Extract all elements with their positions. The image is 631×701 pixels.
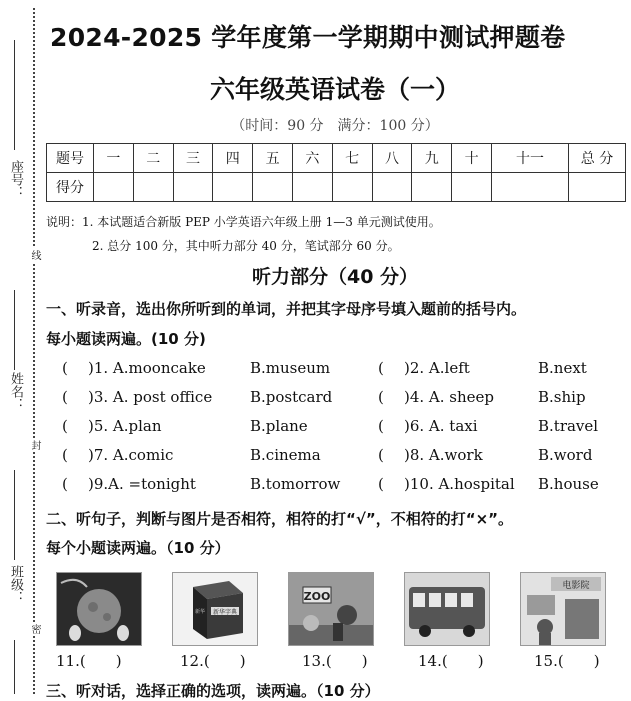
score-blank[interactable]: [332, 173, 372, 202]
answer-paren[interactable]: (: [378, 359, 384, 377]
option-8b: B.word: [538, 446, 593, 464]
score-cell: 六: [292, 144, 332, 173]
option-9b: B.tomorrow: [250, 475, 341, 493]
listening-heading: 听力部分（40 分）: [251, 266, 419, 288]
score-cell: 九: [412, 144, 452, 173]
class-label: 班级：: [8, 565, 23, 604]
option-7b: B.cinema: [250, 446, 321, 464]
score-blank[interactable]: [133, 173, 173, 202]
question-8: )8. A.work: [404, 446, 483, 464]
answer-paren[interactable]: (: [62, 388, 68, 406]
section3-instruction: 三、听对话，选择正确的选项，读两遍。（10 分）: [46, 682, 380, 700]
option-6b: B.travel: [538, 417, 599, 435]
picture-cinema: [520, 572, 606, 646]
note-line-1: 说明：1. 本试题适合新版 PEP 小学英语六年级上册 1—3 单元测试使用。: [46, 215, 441, 229]
exam-notes: [46, 210, 441, 258]
class-underline: [14, 470, 15, 560]
score-cell: 总 分: [569, 144, 626, 173]
answer-label-12[interactable]: 12.( ): [180, 652, 246, 670]
picture-dictionary: [172, 572, 258, 646]
answer-paren[interactable]: (: [378, 417, 384, 435]
option-2b: B.next: [538, 359, 587, 377]
section1-instruction: 一、听录音，选出你所听到的单词，并把其字母序号填入题前的括号内。: [46, 300, 527, 318]
score-blank[interactable]: [452, 173, 492, 202]
score-table-score-row: [47, 173, 626, 202]
exam-title: 2024-2025 学年度第一学期期中测试押题卷: [50, 23, 566, 52]
score-blank[interactable]: [412, 173, 452, 202]
score-cell: 八: [372, 144, 412, 173]
name-underline: [14, 290, 15, 370]
extra-underline: [14, 640, 15, 694]
score-cell: 三: [173, 144, 213, 173]
exam-subtitle: 六年级英语试卷（一）: [209, 75, 460, 104]
score-row-label: 得分: [47, 173, 94, 202]
answer-label-15[interactable]: 15.( ): [534, 652, 600, 670]
question-4: )4. A. sheep: [404, 388, 495, 406]
question-9: )9.A. =tonight: [88, 475, 196, 493]
score-blank[interactable]: [372, 173, 412, 202]
section2-instruction-2: 每个小题读两遍。（10 分）: [46, 539, 230, 557]
zoo-sign-text: ZOO: [303, 590, 331, 603]
binding-mark-feng: 封: [29, 440, 40, 450]
binding-margin: [0, 0, 40, 694]
answer-label-11[interactable]: 11.( ): [56, 652, 122, 670]
score-cell: 题号: [47, 144, 94, 173]
score-cell: 十: [452, 144, 492, 173]
binding-mark-xian: 线: [29, 250, 40, 260]
option-10b: B.house: [538, 475, 599, 493]
answer-paren[interactable]: (: [62, 417, 68, 435]
score-blank[interactable]: [253, 173, 293, 202]
answer-paren[interactable]: (: [62, 359, 68, 377]
question-5: )5. A.plan: [88, 417, 162, 435]
answer-label-13[interactable]: 13.( ): [302, 652, 368, 670]
section1-instruction-2: 每小题读两遍。(10 分): [46, 330, 206, 348]
option-3b: B.postcard: [250, 388, 333, 406]
dictionary-spine-text: 新华: [194, 609, 206, 615]
picture-bus: [404, 572, 490, 646]
score-blank[interactable]: [292, 173, 332, 202]
section2-instruction: 二、听句子，判断与图片是否相符，相符的打“√”，不相符的打“×”。: [46, 510, 514, 528]
question-10: )10. A.hospital: [404, 475, 515, 493]
question-7: )7. A.comic: [88, 446, 174, 464]
option-1b: B.museum: [250, 359, 331, 377]
score-table: [46, 143, 626, 202]
answer-paren[interactable]: (: [378, 475, 384, 493]
score-cell: 四: [213, 144, 253, 173]
name-label: 姓名：: [8, 372, 23, 411]
score-blank[interactable]: [94, 173, 134, 202]
score-cell: 七: [332, 144, 372, 173]
score-blank[interactable]: [491, 173, 568, 202]
question-2: )2. A.left: [404, 359, 470, 377]
note-line-2: 2. 总分 100 分，其中听力部分 40 分，笔试部分 60 分。: [92, 239, 400, 253]
binding-mark-mi: 密: [29, 624, 40, 634]
answer-paren[interactable]: (: [62, 475, 68, 493]
score-cell: 十一: [491, 144, 568, 173]
score-table-header-row: [47, 144, 626, 173]
score-cell: 一: [94, 144, 134, 173]
dictionary-cover-text: 新华字典: [212, 609, 238, 616]
question-1: )1. A.mooncake: [88, 359, 206, 377]
picture-moon-festival: [56, 572, 142, 646]
score-cell: 五: [253, 144, 293, 173]
score-cell: 二: [133, 144, 173, 173]
seat-label: 座号：: [8, 160, 23, 199]
seat-underline: [14, 40, 15, 150]
score-blank[interactable]: [173, 173, 213, 202]
score-blank[interactable]: [569, 173, 626, 202]
answer-label-14[interactable]: 14.( ): [418, 652, 484, 670]
score-blank[interactable]: [213, 173, 253, 202]
option-5b: B.plane: [250, 417, 308, 435]
answer-paren[interactable]: (: [378, 388, 384, 406]
binding-dotted-line: [33, 8, 35, 694]
question-6: )6. A. taxi: [404, 417, 478, 435]
picture-zoo: [288, 572, 374, 646]
question-3: )3. A. post office: [88, 388, 213, 406]
answer-paren[interactable]: (: [378, 446, 384, 464]
time-score-info: （时间：90 分 满分：100 分）: [231, 118, 439, 134]
option-4b: B.ship: [538, 388, 586, 406]
answer-paren[interactable]: (: [62, 446, 68, 464]
cinema-sign-text: 电影院: [562, 581, 590, 591]
